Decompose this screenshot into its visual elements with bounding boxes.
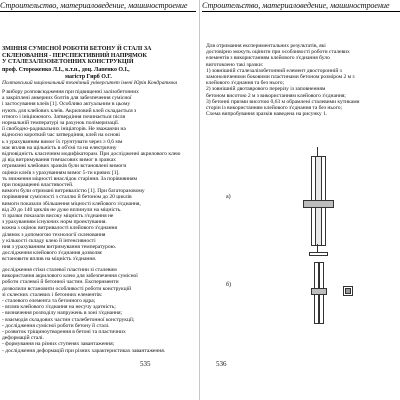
right-page — [200, 0, 400, 400]
text-line: замоноличеними боковими пластинами бетоном розміром 2 м з — [206, 74, 355, 81]
text-line: деформацій сталі. — [2, 335, 44, 342]
text-line: відносно короткий час затвердіння, клей на основі — [2, 132, 120, 139]
text-line: клейового з'єднання та без нього; — [206, 80, 284, 87]
specimen-beam — [303, 200, 334, 208]
page-number-right: 536 — [216, 360, 227, 368]
text-line: ділянок з допомогою технології склеювання — [2, 231, 106, 238]
title-line: ЗМІННЯ СУМІСНОЇ РОБОТИ БЕТОНУ Й СТАЛІ ЗА — [2, 46, 152, 52]
text-line: використання акрилового клею для забезпечення сумісної — [2, 273, 138, 280]
text-line: - визначення розподілу напружень в зоні з'єднання; — [2, 310, 123, 317]
text-line: дозволили встановити особливості роботи конструкцій — [2, 285, 132, 292]
text-line: - розвиток тріщиноутворення в бетоні та пластичних — [2, 329, 126, 336]
text-line: ії свободно-радикальних ініціаторів. Не зважаючи на — [2, 126, 126, 133]
text-line: має вплив на щільність в об'ємі та на електричну — [2, 144, 117, 151]
title-line: СКЛЕЮВАННЯ - ПЕРСПЕКТИВНИЙ НАПРЯМОК — [2, 52, 147, 59]
text-line: вимоги були отримані витривалістю [1]. При багаторазовому — [2, 188, 145, 195]
text-line: і застосування клеїв [1]. Особливо актуальним в цьому — [2, 101, 131, 108]
text-line: оцінки клеїв з урахуванням вимог 5-ти кривих [1]. — [2, 169, 120, 176]
text-line: кожна з оцінок витривалості клейового з'єднання — [2, 225, 118, 232]
section-b-core — [345, 288, 351, 294]
left-header-rule — [0, 11, 196, 12]
text-line: вимоги показали збільшення міцності клейового з'єднання, — [2, 200, 141, 207]
text-line: достовірно можуть оцінити при особливості роботи сталевих — [206, 49, 350, 56]
figure-b — [200, 262, 400, 342]
text-line: а закріплені анкерних болтів для забезпечення сумісної — [2, 95, 132, 102]
text-line: - дослідження сумісної роботи бетону й сталі. — [2, 322, 110, 329]
text-line: ть зниження міцності внаслідок старіння. За порівнянням — [2, 175, 137, 182]
text-line: відповідність класичним модифікаторам. При дослідженні акрилового клею — [2, 151, 181, 158]
text-line: - формування на різних ступенях завантаження; — [2, 341, 115, 348]
text-line: - сталевого елемента та бетонного ядра; — [2, 298, 96, 305]
text-line: нормальній температурі за рахунок полімеризації. — [2, 120, 120, 127]
text-line: зі склеєних сталевих і бетонних елементів: — [2, 291, 103, 298]
text-line: у кількості складу клею й інтенсивності — [2, 237, 96, 244]
load-arrow-top — [317, 147, 318, 156]
right-intro-paragraph — [206, 43, 360, 117]
text-line: 1) зовнішній сталезалізобетонний елемент двосторонній з — [206, 67, 342, 74]
left-paragraph-1 — [2, 89, 180, 263]
affiliation: Полтавський національний технічний університет імені Юрія Кондратюка — [2, 80, 178, 86]
text-line: ь з урахуванням вимог їх грунтувати через ≥ 0,6 мм — [2, 138, 123, 145]
text-line: елементів з використанням клейового з'єднання було — [206, 55, 330, 62]
text-line: нують для клейових клеїв. Акриловий клей складається з — [2, 107, 137, 114]
text-line: отриманні клейових зразків були встановлені вимоги — [2, 163, 127, 170]
text-line: - дослідження деформацій при різних характеристиках завантаження. — [2, 347, 166, 354]
text-line: з урахуванням існуючих норм проектування. — [2, 219, 107, 226]
text-line: ння з урахуванням витримування температурою. — [2, 244, 117, 251]
figure-a — [200, 148, 400, 258]
text-line: 2) зовнішній двотаврового перерізу із заповненням — [206, 86, 326, 93]
text-line: - взаємодія складових частин сталебетонної конструкції; — [2, 316, 135, 323]
text-line: виготовлено такі зразки: — [206, 61, 264, 68]
text-line: встановити вплив на міцність з'єднання. — [2, 256, 97, 263]
article-title — [2, 46, 151, 66]
text-line: при покращенні властивостей. — [2, 182, 74, 189]
left-running-header: Строительство, материаловедение, машиностроение — [0, 1, 188, 10]
text-line: від 20 до 140 циклів не дуже вплинули на міцність. — [2, 206, 122, 213]
support-plate — [309, 252, 328, 256]
text-line: порівняння сумісності з сталлю й бетоном до 20 циклів — [2, 194, 132, 201]
title-line: У СТАЛЕЗАЛІЗОБЕТОННИХ КОНСТРУКЦІЙ — [2, 59, 134, 66]
text-line: 3) бетонні призми висотою 0,63 м обрамлені сталевими кутиками — [206, 98, 360, 105]
text-line: ті зразки показали високу міцність з'єднання не — [2, 213, 114, 220]
specimen-b-beam — [311, 288, 327, 295]
figure-b-label: б) — [226, 282, 232, 288]
text-line: сторін із використанням клейового з'єднання та без нього; — [206, 105, 342, 112]
right-header-rule — [202, 11, 400, 12]
text-line: ді від витримування тимчасових вимог в зразках — [2, 157, 116, 164]
left-paragraph-2 — [2, 267, 165, 354]
authors-line-2: магістр Гирб О.Г. — [65, 73, 112, 80]
text-line: роботи сталевої й бетонної частин. Експерименти — [2, 279, 119, 286]
text-line: Схема випробування зразків наведена на рисунку 1. — [206, 111, 328, 118]
text-line: бетоном висотою 2 м з використанням клейового з'єднання; — [206, 92, 346, 99]
text-line: Для отримання експериментальних результатів, які — [206, 43, 326, 49]
authors-line: проф. Стороженко Л.І., к.т.н., доц. Лапенко О.І., — [2, 67, 130, 73]
text-line: - вплив клейового з'єднання на несучу здатність; — [2, 304, 116, 311]
page-number-left: 535 — [140, 360, 151, 368]
text-line: дослідження стіки сталевої пластини зі сталевим — [2, 267, 117, 273]
text-line: дослідження клейового з'єднання дозволяє — [2, 250, 103, 257]
text-line: нтного і ініціюючого. Затвердіння починається після — [2, 113, 126, 120]
text-line: Р вибору розповсюдження при підвищенні залізобетонних — [2, 89, 139, 95]
figure-a-label: а) — [226, 194, 231, 200]
right-running-header: Строительство, материаловедение, машиностроение — [202, 1, 390, 10]
